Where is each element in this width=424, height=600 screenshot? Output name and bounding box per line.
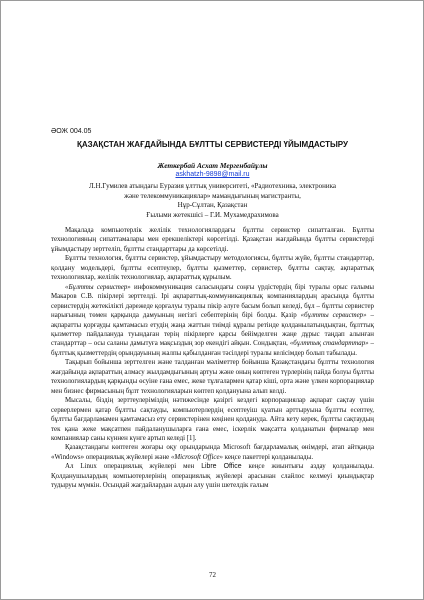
author-email-link[interactable]: askhatzh-9898@mail.ru — [175, 171, 250, 178]
keywords-paragraph: Бұлтты технология, бұлтты сервистер, ұйымдастыру методологиясы, бұлтты жүйе, бұлтты стандарттар, қолдану модельдері, бұлтты есептеулер, бұлтты қызметтер, сервистер, бұлтты сақтау, ақпараттық технологиялар, желілік технологиялар, ақпараттық құрылым. — [51, 255, 374, 282]
affiliation-line-1: Л.Н.Гумилев атындағы Еуразия ұлттық университеті, «Радиотехника, электроника — [89, 182, 336, 190]
body-paragraph: Ал Linux операциялық жүйелері мен Libre Office кеңсе жиынтығы аздау қолданылады. Қолданушылардың компьютерлерінің операциялық жүйелері арасынан слайлос келмеуі қиындықтар тудыруы мүмкін. Осындай жағдайлардан алдын алу үшін шетелдік ғалым — [51, 463, 374, 490]
affiliation-line-3: Нұр-Сұлтан, Қазақстан — [177, 201, 248, 209]
body-paragraph: Мысалы, біздің зерттеулеріміздің нәтижесінде қазіргі кездегі корпорациялар ақпарат сақтау үшін серверлермен қатар бұлтты сақтауды, компьютерлердің есептеуіш қуатын арттыруына бұлтты есептеу, бұлтты бағдарламамен қамтамасыз ету сервистерінен кеңінен қолдануда. Айта кету керек, бұлтты сақтаудың тек қана жеке мақсатпен пайдаланушыларға ғана емес, іскерлік мақсатта қолданатын фирмалар мен компаниялар саны күннен күнге артып келеді [1]. — [51, 397, 374, 442]
author-name: Жеткербай Асхат Мергенбайұлы — [157, 161, 268, 170]
abstract-paragraph: Мақалада компьютерлік желілік технологиялардағы бұлтты сервистер сипатталған. Бұлтты технологияның сипаттамалары мен ерекшеліктері көрсетілді. Қазақстан жағдайында бұлтты сервистерді ұйымдастыру зерттеліп, бұлтты стандарттары да көрсетілді. — [51, 227, 374, 253]
emphasis-term: «Бұлтты сервистер» — [65, 283, 131, 291]
article-body — [51, 226, 374, 491]
body-paragraph: Тақырып бойынша зерттелген және талданған мәліметтер бойынша Қазақстандағы бұлтты технология жағдайында ақпараттың алмасу жылдамдығының артуы және оның көптеген түрлерінің пайда болуы бұлтты технологиялардың қарқынды өсуіне ғана емес, жеке тұлғалармен қатар кіші, орта және үлкен корпорациялар мен бизнес фирмасының бұлт технологияларын көптеп қолдануына алып келді. — [51, 359, 374, 395]
emphasis-term: «Microsoft Office» — [170, 453, 223, 461]
udc-code: ӘОЖ 004.05 — [51, 128, 92, 135]
brand-name: Libre Office — [201, 463, 242, 471]
emphasis-term: «бұлттық стандарттар» — [289, 340, 369, 348]
affiliation-line-4: Ғылыми жетекшісі – Г.И. Мухамедрахимова — [146, 210, 279, 219]
body-paragraph: Қазақстандағы көптеген жоғары оқу орындарында Microsoft бағдарламалық өнімдері, атап айтқанда «Windows» операциялық жүйелері және «Microsoft Office» кеңсе пакеттері қолданылады. — [51, 444, 374, 461]
article-title: ҚАЗАҚСТАН ЖАҒДАЙЫНДА БҰЛТТЫ СЕРВИСТЕРДІ ҮЙЫМДАСТЫРУ — [76, 140, 349, 149]
affiliation-line-2: және телекоммуникациялар» мамандығының магистранты, — [124, 191, 301, 200]
body-paragraph: «Бұлтты сервистер» инфокоммуникация саласындағы соңғы үрдістердің бірі туралы орыс ғалымы Макаров С.В. пікірлері зерттелді. Ірі ақпараттық-коммуникациялық компаниялардың арасында бұлтты сервистердің жетекілікті дәрежеде қорғалуы туралы пікір әлуге басым болып келеді, бұл – бұлтты сервистер нарығының төмен қарқында дамуының негізгі себептерінің бірі болды. Қазір «бұлтты сервистер» – ақпаратты қорғауды қамтамасыз етудің жаңа жаттын тиімді құралы ретінде қолданылатындықтан, бұлттық қызметтер пайдалануда туындаған терің пікірлерге қарсы бейімделген жаңе дұрыс таңдап алынған стандарттар – осы саланы дамытуға мақсыздың зор екендігі айқын. Сондықтан, «бұлттық стандарттар» – бұлттық қызметтердің орындауының жалпы қабылданған тәсілдері туралы келісімдер болып табылады. — [51, 283, 374, 357]
emphasis-term: «бұлтты сервистер» — [300, 312, 367, 320]
page-number: 72 — [209, 571, 216, 579]
